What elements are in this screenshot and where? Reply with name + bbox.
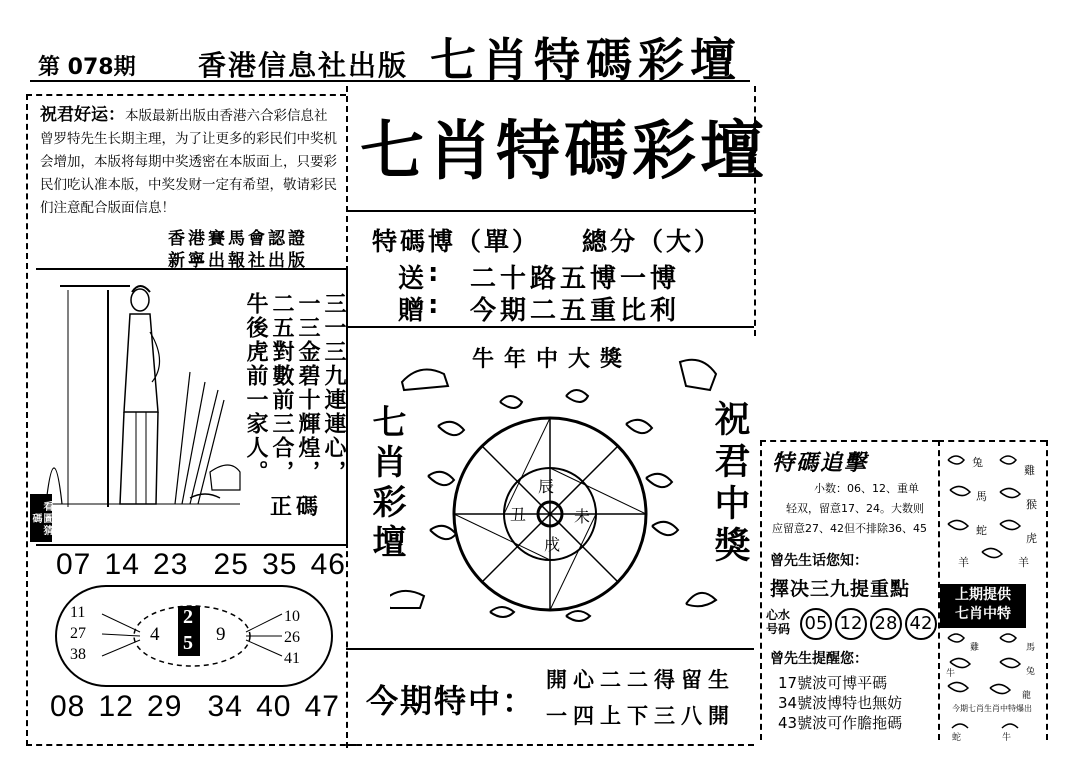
far-right-right-border (1046, 440, 1048, 740)
center-bottom-border (346, 744, 754, 746)
animal-label: 羊 (1018, 556, 1029, 569)
publisher-name: 香港信息社出版 (198, 49, 409, 82)
highlight-num-1: 2 (183, 606, 193, 628)
banner-line-1: 開心二二得留生 (546, 668, 735, 692)
send-colon: : (428, 258, 439, 288)
highlight-num-2: 5 (183, 632, 193, 654)
intro-text: 祝君好运：本版最新出版由香港六合彩信息社曾罗特先生长期主理，为了让更多的彩民们中奖机会增加，本版将每期中奖透密在本版面上，只要彩民们吃认准本版，中奖发财一定有希望，敬请彩民们注意配合版面信息！ (40, 105, 337, 216)
banner-label: 今期特中： (366, 682, 537, 720)
right-panel-line-2: 轻双，留意17、24。大数则 (786, 502, 924, 515)
right-panel-top-border (760, 440, 938, 442)
wheel-bottom-line (346, 648, 754, 650)
right-panel-line-3: 应留意27、42但不排除36、45 (772, 522, 927, 535)
lucky-ball: 12 (835, 608, 867, 640)
cert-line-2: 新寧出報社出版 (168, 251, 308, 271)
left-border (26, 94, 28, 746)
animal-label: 牛 (1002, 733, 1012, 743)
lucky-ball: 42 (905, 608, 937, 640)
left-num: 11 (70, 604, 86, 621)
zodiac-chou: 丑 (510, 505, 527, 524)
tip-head: 曾先生话您知： (770, 553, 868, 569)
animal-label: 龍 (1022, 691, 1032, 701)
wheel-left-vertical: 七肖彩壇 (366, 404, 406, 564)
remind-head: 曾先生提醒您： (770, 651, 868, 667)
far-right-top-border (938, 440, 1046, 442)
main-title: 七肖特碼彩壇 (360, 114, 768, 189)
poem-tag: 正碼 (270, 495, 323, 520)
right-num: 41 (284, 650, 300, 667)
animal-label: 馬 (976, 490, 987, 503)
send-label: 送 (398, 264, 425, 294)
far-right-note: 今期七肖生肖中特爆出 (952, 704, 1032, 713)
center-left-border (346, 86, 348, 272)
bottom-num: 29 (147, 690, 183, 723)
remind-line-1: 17號波可博平碼 (778, 674, 888, 692)
left-num: 27 (70, 625, 86, 642)
animal-label: 猴 (1026, 498, 1037, 511)
animal-label: 雞 (1024, 464, 1035, 477)
right-panel-line-1: 小数：06、12、重单 (814, 482, 919, 495)
top-num: 25 (213, 548, 249, 581)
zodiac-xu: 戌 (544, 535, 561, 554)
lucky-ball: 05 (800, 608, 832, 640)
lucky-balls (800, 608, 937, 640)
top-num: 07 (56, 548, 92, 581)
gift-colon: : (428, 290, 439, 320)
tip-line-1b: 總分（大） (582, 227, 723, 256)
tip-line-1a: 特碼博（單） (372, 227, 541, 256)
bottom-number-row (50, 690, 340, 724)
wheel-right-vertical: 祝君中獎 (709, 400, 750, 568)
title-bottom-line (346, 210, 754, 212)
bottom-num: 40 (256, 690, 292, 723)
animal-label: 兔 (1026, 667, 1036, 677)
animal-label: 馬 (1026, 643, 1036, 653)
left-numbers (70, 602, 86, 665)
gift-label: 贈 (398, 296, 425, 326)
right-num: 26 (284, 629, 300, 646)
poem-col-3: 二五對數前三合， (269, 292, 294, 484)
right-panel-left-border (760, 440, 762, 740)
top-number-row (56, 548, 346, 582)
intro-paragraph: 本版最新出版由香港六合彩信息社曾罗特先生长期主理，为了让更多的彩民们中奖机会增加，本版将每期中奖透密在本版面上，只要彩民们吃认准本版，中奖发财一定有希望，敬请彩民们注意配合版面信息！ (40, 108, 337, 216)
previous-banner-line-2: 七肖中特 (955, 606, 1011, 622)
animal-label: 羊 (958, 556, 969, 569)
intro-top-border (26, 94, 346, 96)
animal-label: 蛇 (952, 733, 962, 743)
lady-illustration (40, 272, 250, 542)
bottom-num: 34 (207, 690, 243, 723)
guess-stamp (30, 494, 52, 542)
intro-bottom-border (36, 268, 348, 270)
top-num: 14 (104, 548, 140, 581)
header-underline (30, 80, 750, 82)
center-right-num: 9 (216, 624, 226, 645)
right-numbers (284, 606, 300, 669)
brand-title: 七肖特碼彩壇 (430, 33, 742, 87)
top-num: 35 (262, 548, 298, 581)
animal-label: 虎 (1026, 532, 1037, 545)
center-left-num: 4 (150, 624, 160, 645)
tips-bottom-line (346, 326, 754, 328)
previous-banner (940, 584, 1026, 628)
illustration-bottom-border (36, 544, 348, 546)
previous-banner-line-1: 上期提供 (955, 587, 1011, 603)
issue-number: 第 078期 (38, 55, 136, 80)
zodiac-chen: 辰 (538, 477, 555, 496)
bottom-num: 47 (304, 690, 340, 723)
poem-col-2: 一三金碧十輝煌， (295, 292, 320, 484)
zodiac-wei: 未 (574, 507, 591, 526)
animal-label: 雞 (970, 643, 980, 653)
top-num: 23 (153, 548, 189, 581)
greeting: 祝君好运 (40, 105, 108, 125)
gift-text: 今期二五重比利 (470, 296, 681, 326)
poem-col-4: 牛後虎前一家人。 (243, 292, 268, 484)
bottom-num: 12 (98, 690, 134, 723)
left-num: 38 (70, 646, 86, 663)
number-diagram (50, 580, 350, 690)
right-num: 10 (284, 608, 300, 625)
remind-line-3: 43號波可作膽拖碼 (778, 714, 903, 732)
zodiac-animals (390, 340, 720, 630)
poem-col-1: 三一三九連連心， (321, 292, 346, 484)
bottom-num: 08 (50, 690, 86, 723)
animal-label: 蛇 (976, 524, 987, 537)
animal-label: 牛 (946, 669, 956, 679)
cert-line-1: 香港賽馬會認證 (168, 229, 308, 249)
animal-label: 兔 (972, 456, 983, 469)
left-bottom-border (26, 744, 356, 746)
wheel-left-border (346, 330, 348, 748)
tip-text: 擇决三九提重點 (770, 578, 911, 600)
lucky-ball: 28 (870, 608, 902, 640)
guess-stamp-text: 看圖猜碼 (30, 501, 52, 537)
remind-line-2: 34號波博特也無妨 (778, 694, 903, 712)
heart-label: 心水号码 (766, 608, 791, 636)
top-num: 46 (310, 548, 346, 581)
send-text: 二十路五博一博 (470, 264, 681, 294)
right-panel-title: 特碼追擊 (772, 451, 869, 476)
wheel-title: 牛年中大獎 (472, 347, 633, 372)
banner-line-2: 一四上下三八開 (546, 704, 735, 728)
